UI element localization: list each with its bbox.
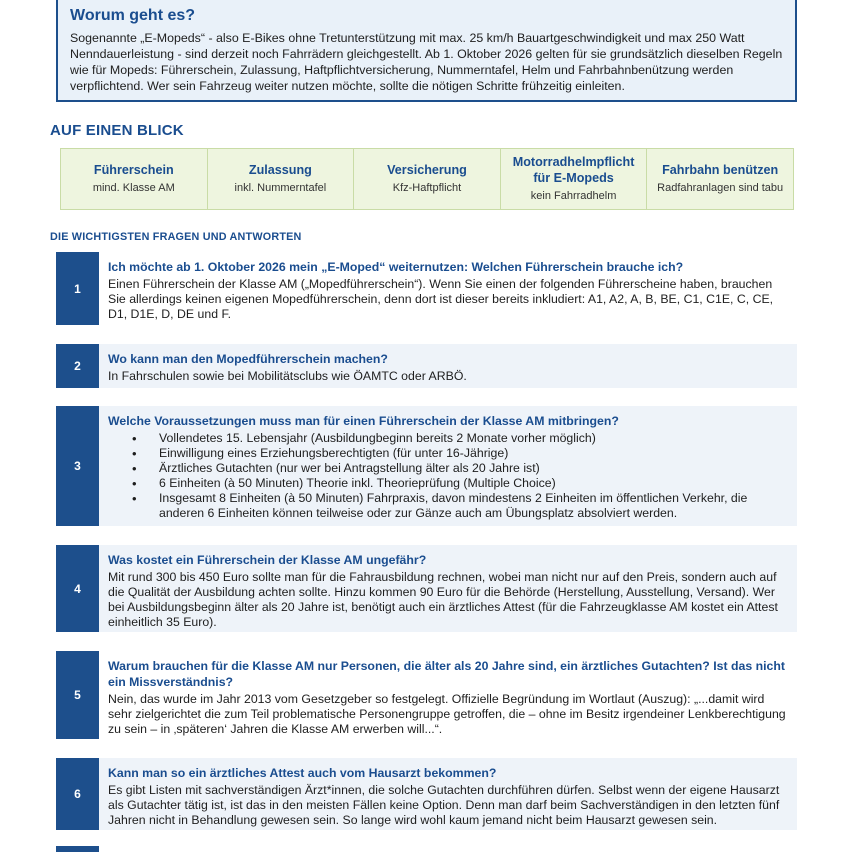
glance-head: Zulassung (248, 163, 312, 177)
glance-sub: Radfahranlagen sind tabu (657, 182, 784, 194)
intro-box (56, 0, 797, 102)
faq-answer: Es gibt Listen mit sachverständigen Ärzt*innen, die solche Gutachten durchführen dürfen. Selbst wenn der eigene Hausarzt als Gutachter tätig ist, ist das in den meisten Fällen keine Option. Denn man darf beim Sachverständigen in den letzten fünf Jahren nicht in Behandlung gewesen sein. So lange wird wohl kaum jemand nicht beim Hausarzt gewesen sein. (108, 783, 780, 827)
faq-question: Welche Voraussetzungen muss man für einen Führerschein der Klasse AM mitbringen? (108, 414, 619, 428)
list-item: • Insgesamt 8 Einheiten (à 50 Minuten) Fahrpraxis, davon mindestens 2 Einheiten im öffentlichen Verkehr, die anderen 6 Einheiten können teilweise oder zur Gänze auch am Übungsplatz absolviert werden. (108, 491, 787, 521)
faq-item (56, 406, 797, 526)
faq-answer: Nein, das wurde im Jahr 2013 vom Gesetzgeber so festgelegt. Offizielle Begründung im Wortlaut (Auszug): „...damit wird sehr zielgerichtet die zum Teil problematische Personengruppe getroffen, die – ohne im Besitz irgendeiner Lenkberechtigung zu sein – in ‚späteren‘ Jahren die Klasse AM erwerben will...“. (108, 692, 786, 736)
faq-question: Was kostet ein Führerschein der Klasse AM ungefähr? (108, 553, 427, 567)
glance-cell-fuehrerschein (61, 149, 208, 209)
faq-question: Wo kann man den Mopedführerschein machen? (108, 352, 388, 366)
faq-body (99, 758, 797, 830)
intro-text: Sogenannte „E-Mopeds“ - also E-Bikes ohne Tretunterstützung mit max. 25 km/h Bauartgeschwindigkeit und max 250 Watt Nenndauerleistung - sind derzeit noch Fahrrädern gleichgestellt. Ab 1. Oktober 2026 gelten für sie grundsätzlich dieselben Regeln wie für Mopeds: Führerschein, Zulassung, Haftpflichtversicherung, Nummerntafel, Helm und Fahrbahnbenützung werden verpflichtend. Wer sein Fahrzeug weiter nutzen möchte, sollte die nötigen Schritte frühzeitig einleiten. (70, 31, 783, 93)
glance-table (60, 148, 794, 210)
faq-body (99, 651, 797, 739)
intro-title: Worum geht es? (70, 7, 196, 24)
faq-question: Ich möchte ab 1. Oktober 2026 mein „E-Moped“ weiternutzen: Welchen Führerschein brauche ich? (108, 260, 684, 274)
glance-sub: Kfz-Haftpflicht (392, 182, 462, 194)
glance-cell-zulassung (208, 149, 355, 209)
faq-body (99, 252, 797, 325)
faq-item (56, 545, 797, 632)
list-item: • Vollendetes 15. Lebensjahr (Ausbildungbeginn bereits 2 Monate vorher möglich) (108, 431, 787, 446)
faq-body (99, 406, 797, 526)
faq-question: Kann man so ein ärztliches Attest auch vom Hausarzt bekommen? (108, 766, 497, 780)
list-item: • 6 Einheiten (à 50 Minuten) Theorie inkl. Theorieprüfung (Multiple Choice) (108, 476, 787, 491)
faq-answer: Mit rund 300 bis 450 Euro sollte man für die Fahrausbildung rechnen, wobei man nicht nur auf den Preis, sondern auch auf die Qualität der Ausbildung achten sollte. Hinzu kommen 90 Euro für die Behörde (Herstellung, Ausstellung, Versand). Wer bei Ausbildungsbeginn älter als 20 Jahre ist, benötigt auch ein ärztliches Attest (für die Fahrzeugklasse AM kostet ein Attest einheitlich 35 Euro). (108, 570, 778, 629)
glance-cell-versicherung (354, 149, 501, 209)
faq-section-title: DIE WICHTIGSTEN FRAGEN UND ANTWORTEN (50, 231, 302, 243)
faq-answer: In Fahrschulen sowie bei Mobilitätsclubs wie ÖAMTC oder ARBÖ. (108, 369, 467, 383)
faq-item (56, 344, 797, 388)
list-item: • Ärztliches Gutachten (nur wer bei Antragstellung älter als 20 Jahre ist) (108, 461, 787, 476)
glance-cell-fahrbahn (647, 149, 793, 209)
glance-head: Führerschein (93, 163, 174, 177)
faq-number: 1 (56, 252, 99, 325)
faq-number: 2 (56, 344, 99, 388)
faq-body (99, 545, 797, 632)
faq-number: 4 (56, 545, 99, 632)
faq-number: 6 (56, 758, 99, 830)
next-faq-number-edge (56, 846, 99, 852)
glance-head: Versicherung (387, 163, 467, 177)
faq-item (56, 758, 797, 830)
faq-number: 5 (56, 651, 99, 739)
faq-body (99, 344, 797, 388)
faq-item (56, 252, 797, 325)
glance-sub: mind. Klasse AM (92, 182, 175, 194)
requirements-list (108, 431, 787, 521)
glance-head: Fahrbahn benützen (662, 163, 779, 177)
faq-number: 3 (56, 406, 99, 526)
glance-cell-helmpflicht (501, 149, 648, 209)
faq-answer: Einen Führerschein der Klasse AM („Mopedführerschein“). Wenn Sie einen der folgenden Führerscheine haben, brauchen Sie allerdings keinen eigenen Mopedführerschein, denn dort ist dieser bereits inkludiert: A1, A2, A, B, BE, C1, C1E, C, CE, D1, D1E, D, DE und F. (108, 277, 774, 321)
faq-item (56, 651, 797, 739)
glance-head: Motorradhelmpflicht für E-Mopeds (512, 155, 635, 185)
list-item: • Einwilligung eines Erziehungsberechtigten (für unter 16-Jährige) (108, 446, 787, 461)
glance-sub: inkl. Nummerntafel (234, 182, 327, 194)
glance-title: AUF EINEN BLICK (50, 122, 184, 139)
glance-sub: kein Fahrradhelm (530, 190, 617, 202)
faq-question: Warum brauchen für die Klasse AM nur Personen, die älter als 20 Jahre sind, ein ärztliches Gutachten? Ist das nicht ein Missverständnis? (108, 659, 785, 689)
